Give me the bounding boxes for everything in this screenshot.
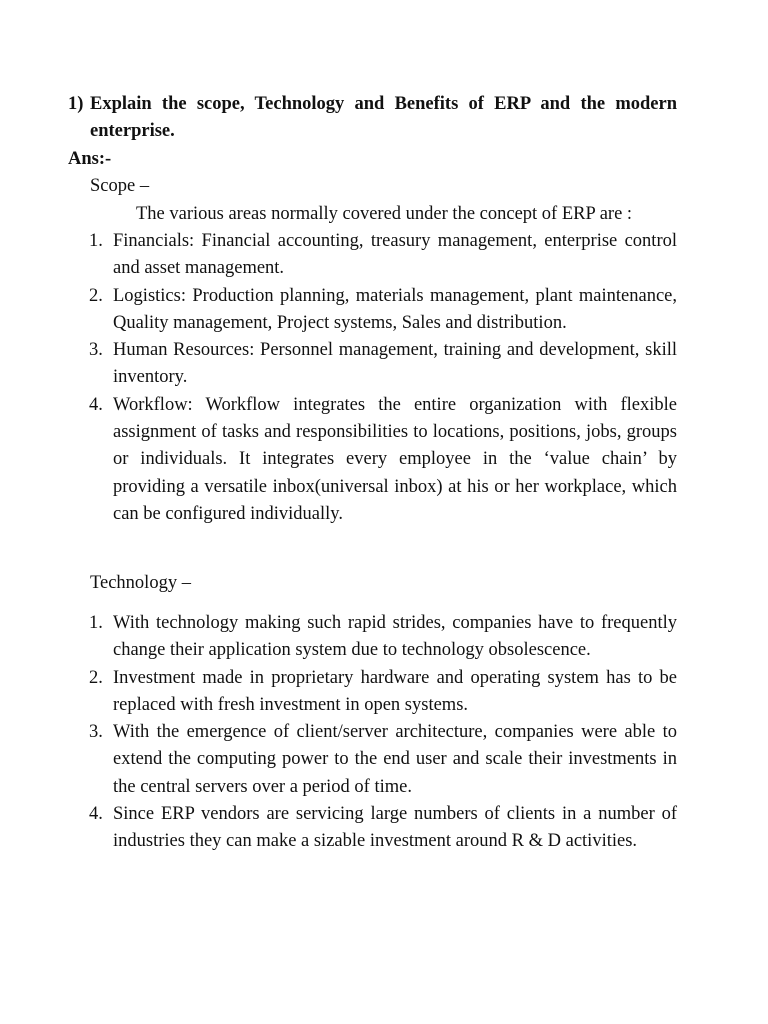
question-number: 1) xyxy=(68,94,84,114)
list-item-number: 1. xyxy=(89,231,103,251)
list-item-number: 3. xyxy=(89,722,103,743)
list-item-text: Financials: Financial accounting, treasury management, enterprise control and asset management. xyxy=(113,231,677,279)
list-item-number: 2. xyxy=(89,285,103,306)
list-item-number: 4. xyxy=(89,804,103,825)
list-item xyxy=(0,719,677,801)
list-item-text: Since ERP vendors are servicing large numbers of clients in a number of industries they can make a sizable investment around R & D activities. xyxy=(113,804,677,852)
list-item xyxy=(0,392,677,528)
list-item xyxy=(0,610,677,665)
list-item xyxy=(0,337,677,392)
answer-label: Ans:- xyxy=(68,149,112,169)
scope-heading: Scope – xyxy=(90,176,150,196)
list-item xyxy=(0,228,677,283)
list-item xyxy=(0,665,677,720)
list-item-text: With the emergence of client/server architecture, companies were able to extend the computing power to the end user and scale their investments in the central servers over a period of time. xyxy=(113,722,677,797)
list-item-text: Investment made in proprietary hardware and operating system has to be replaced with fresh investment in open systems. xyxy=(113,667,677,715)
scope-intro: The various areas normally covered under the concept of ERP are : xyxy=(136,204,633,224)
scope-list xyxy=(0,228,677,528)
list-item-number: 3. xyxy=(89,340,103,361)
question-text: Explain the scope, Technology and Benefits of ERP and the modern enterprise. xyxy=(90,94,677,142)
list-item xyxy=(0,283,677,338)
technology-list xyxy=(0,610,677,856)
list-item-text: Human Resources: Personnel management, training and development, skill inventory. xyxy=(113,340,677,388)
technology-heading: Technology – xyxy=(90,573,191,593)
list-item-number: 2. xyxy=(89,667,103,688)
list-item-text: Workflow: Workflow integrates the entire organization with flexible assignment of tasks and responsibilities to locations, positions, jobs, groups or individuals. It integrates every employee in the ‘value chain’ by providing a versatile inbox(universal inbox) at his or her workplace, which can be configured individually. xyxy=(113,394,677,524)
list-item xyxy=(0,801,677,856)
list-item-text: Logistics: Production planning, materials management, plant maintenance, Quality management, Project systems, Sales and distribution. xyxy=(113,285,677,333)
list-item-text: With technology making such rapid strides, companies have to frequently change their application system due to technology obsolescence. xyxy=(113,613,677,661)
question-heading xyxy=(68,91,677,146)
list-item-number: 4. xyxy=(89,394,103,415)
list-item-number: 1. xyxy=(89,613,103,633)
